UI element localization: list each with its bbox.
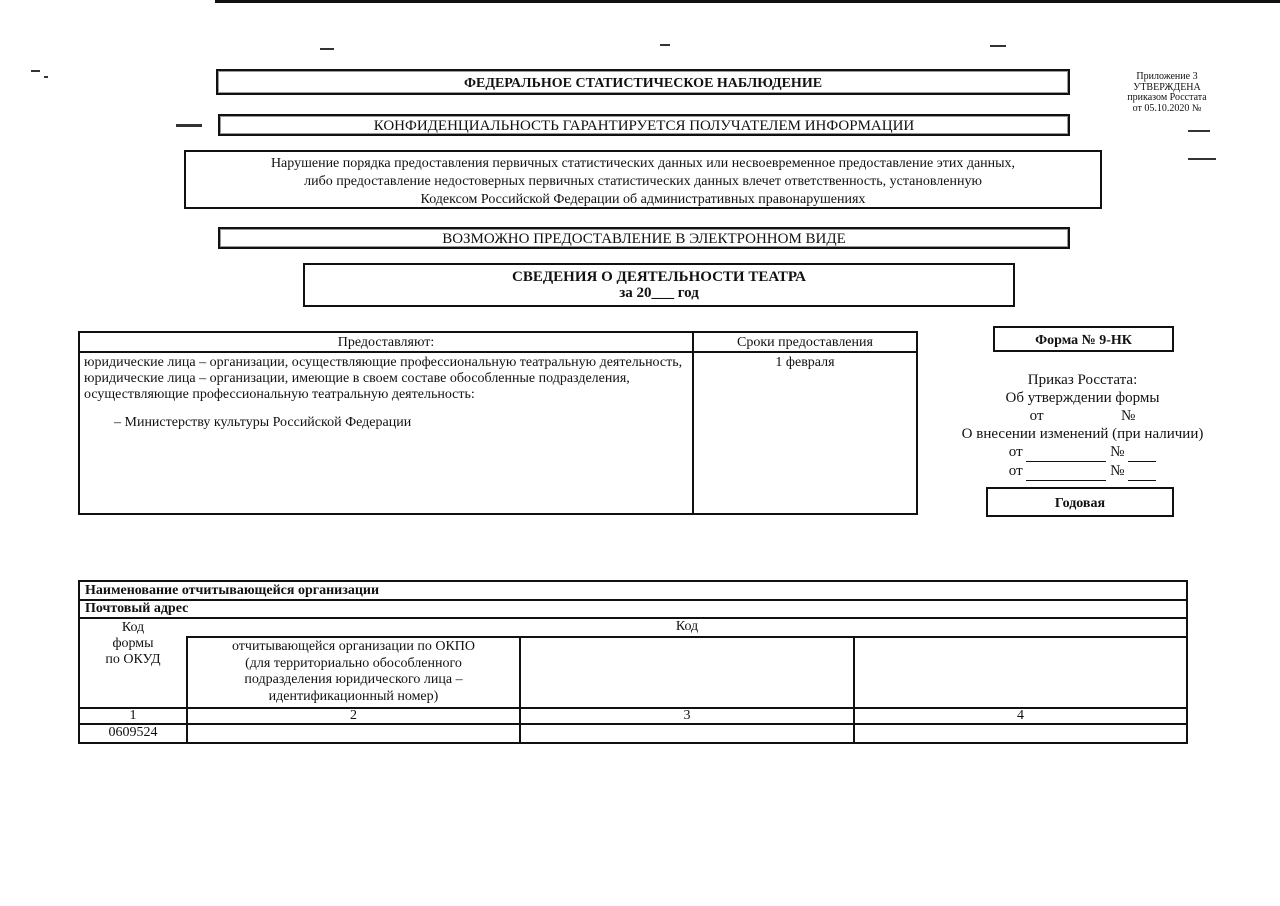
ministry-text: – Министерству культуры Российской Федерации [114,415,412,430]
okud-header [80,620,186,668]
date-blank [1026,462,1106,481]
number-label: № [1110,444,1125,460]
okpo-header-line: отчитывающейся организации по ОКПО [231,639,476,654]
number-label: № [1110,463,1125,479]
scan-speck [1188,158,1216,160]
from-label: от [1008,463,1023,479]
column-number: 4 [1017,708,1024,723]
banner-confidential: КОНФИДЕНЦИАЛЬНОСТЬ ГАРАНТИРУЕТСЯ ПОЛУЧАТЕЛЕМ ИНФОРМАЦИИ [218,114,1070,136]
table-divider [519,636,521,742]
scan-speck [660,44,670,46]
changes-ref [950,443,1215,462]
report-title: СВЕДЕНИЯ О ДЕЯТЕЛЬНОСТИ ТЕАТРА [512,269,806,285]
scan-speck [320,48,334,50]
table-divider [80,351,916,353]
scan-speck [176,124,202,127]
scan-speck [31,70,40,72]
order-title: Приказ Росстата: [1027,372,1138,388]
from-label: от [1029,408,1044,424]
okud-header-line: формы [112,636,154,651]
okud-code: 0609524 [108,725,158,740]
org-name-label: Наименование отчитывающейся организации [85,583,380,598]
approval-line: Приложение 3 [1136,71,1198,82]
providers-table [78,331,918,515]
approval-ref [950,407,1215,425]
approval-line: приказом Росстата [1127,92,1207,103]
periodicity-box: Годовая [986,487,1174,517]
number-label: № [1121,408,1136,424]
table-divider [80,599,1186,601]
warning-line: Кодексом Российской Федерации об административных правонарушениях [420,192,866,207]
table-divider [853,636,855,742]
form-number: Форма № 9-НК [993,326,1174,352]
changes-label: О внесении изменений (при наличии) [961,426,1204,442]
warning-line: либо предоставление недостоверных первичных статистических данных влечет ответственность, установленную [304,174,982,189]
approval-line: УТВЕРЖДЕНА [1133,81,1201,93]
providers-cell [84,355,684,431]
report-year: за 20___ год [619,285,699,301]
number-blank [1128,462,1156,481]
table-divider [186,636,1186,638]
okud-header-line: по ОКУД [105,652,161,667]
column-number: 2 [350,708,357,723]
okpo-header-line: подразделения юридического лица – [244,672,463,687]
postal-address-label: Почтовый адрес [85,601,189,616]
column-number: 3 [683,708,691,723]
warning-box [184,150,1102,209]
order-block [950,371,1215,481]
report-title-box [303,263,1015,307]
approval-label: Об утверждении формы [1005,390,1160,406]
warning-line: Нарушение порядка предоставления первичных статистических данных или несвоевременное предоставление этих данных, [270,156,1016,171]
code-header: Код [675,619,699,634]
organization-table [78,580,1188,744]
deadline-value: 1 февраля [775,355,835,370]
providers-text: юридические лица – организации, осуществляющие профессиональную театральную деятельность, юридические лица – организации, имеющие в своем составе обособленные подразделения, осуществляющие профессиональную театральную деятельность: [84,355,683,402]
header-deadline: Сроки предоставления [737,335,873,350]
okpo-header [188,639,519,705]
top-border-line [215,0,1280,3]
okpo-header-line: (для территориально обособленного [245,655,462,671]
scan-speck [44,76,48,78]
okud-header-line: Код [121,620,145,635]
approval-line: от 05.10.2020 № [1132,102,1202,114]
okpo-header-line: идентификационный номер) [268,688,439,704]
changes-ref [950,462,1215,481]
banner-electronic: ВОЗМОЖНО ПРЕДОСТАВЛЕНИЕ В ЭЛЕКТРОННОМ ВИДЕ [218,227,1070,249]
number-blank [1128,443,1156,462]
date-blank [1026,443,1106,462]
scan-speck [1188,130,1210,132]
approval-note [1112,72,1222,114]
column-number: 1 [129,708,137,723]
from-label: от [1008,444,1023,460]
scan-speck [990,45,1006,47]
header-providers: Предоставляют: [337,335,435,350]
banner-federal: ФЕДЕРАЛЬНОЕ СТАТИСТИЧЕСКОЕ НАБЛЮДЕНИЕ [216,69,1070,95]
